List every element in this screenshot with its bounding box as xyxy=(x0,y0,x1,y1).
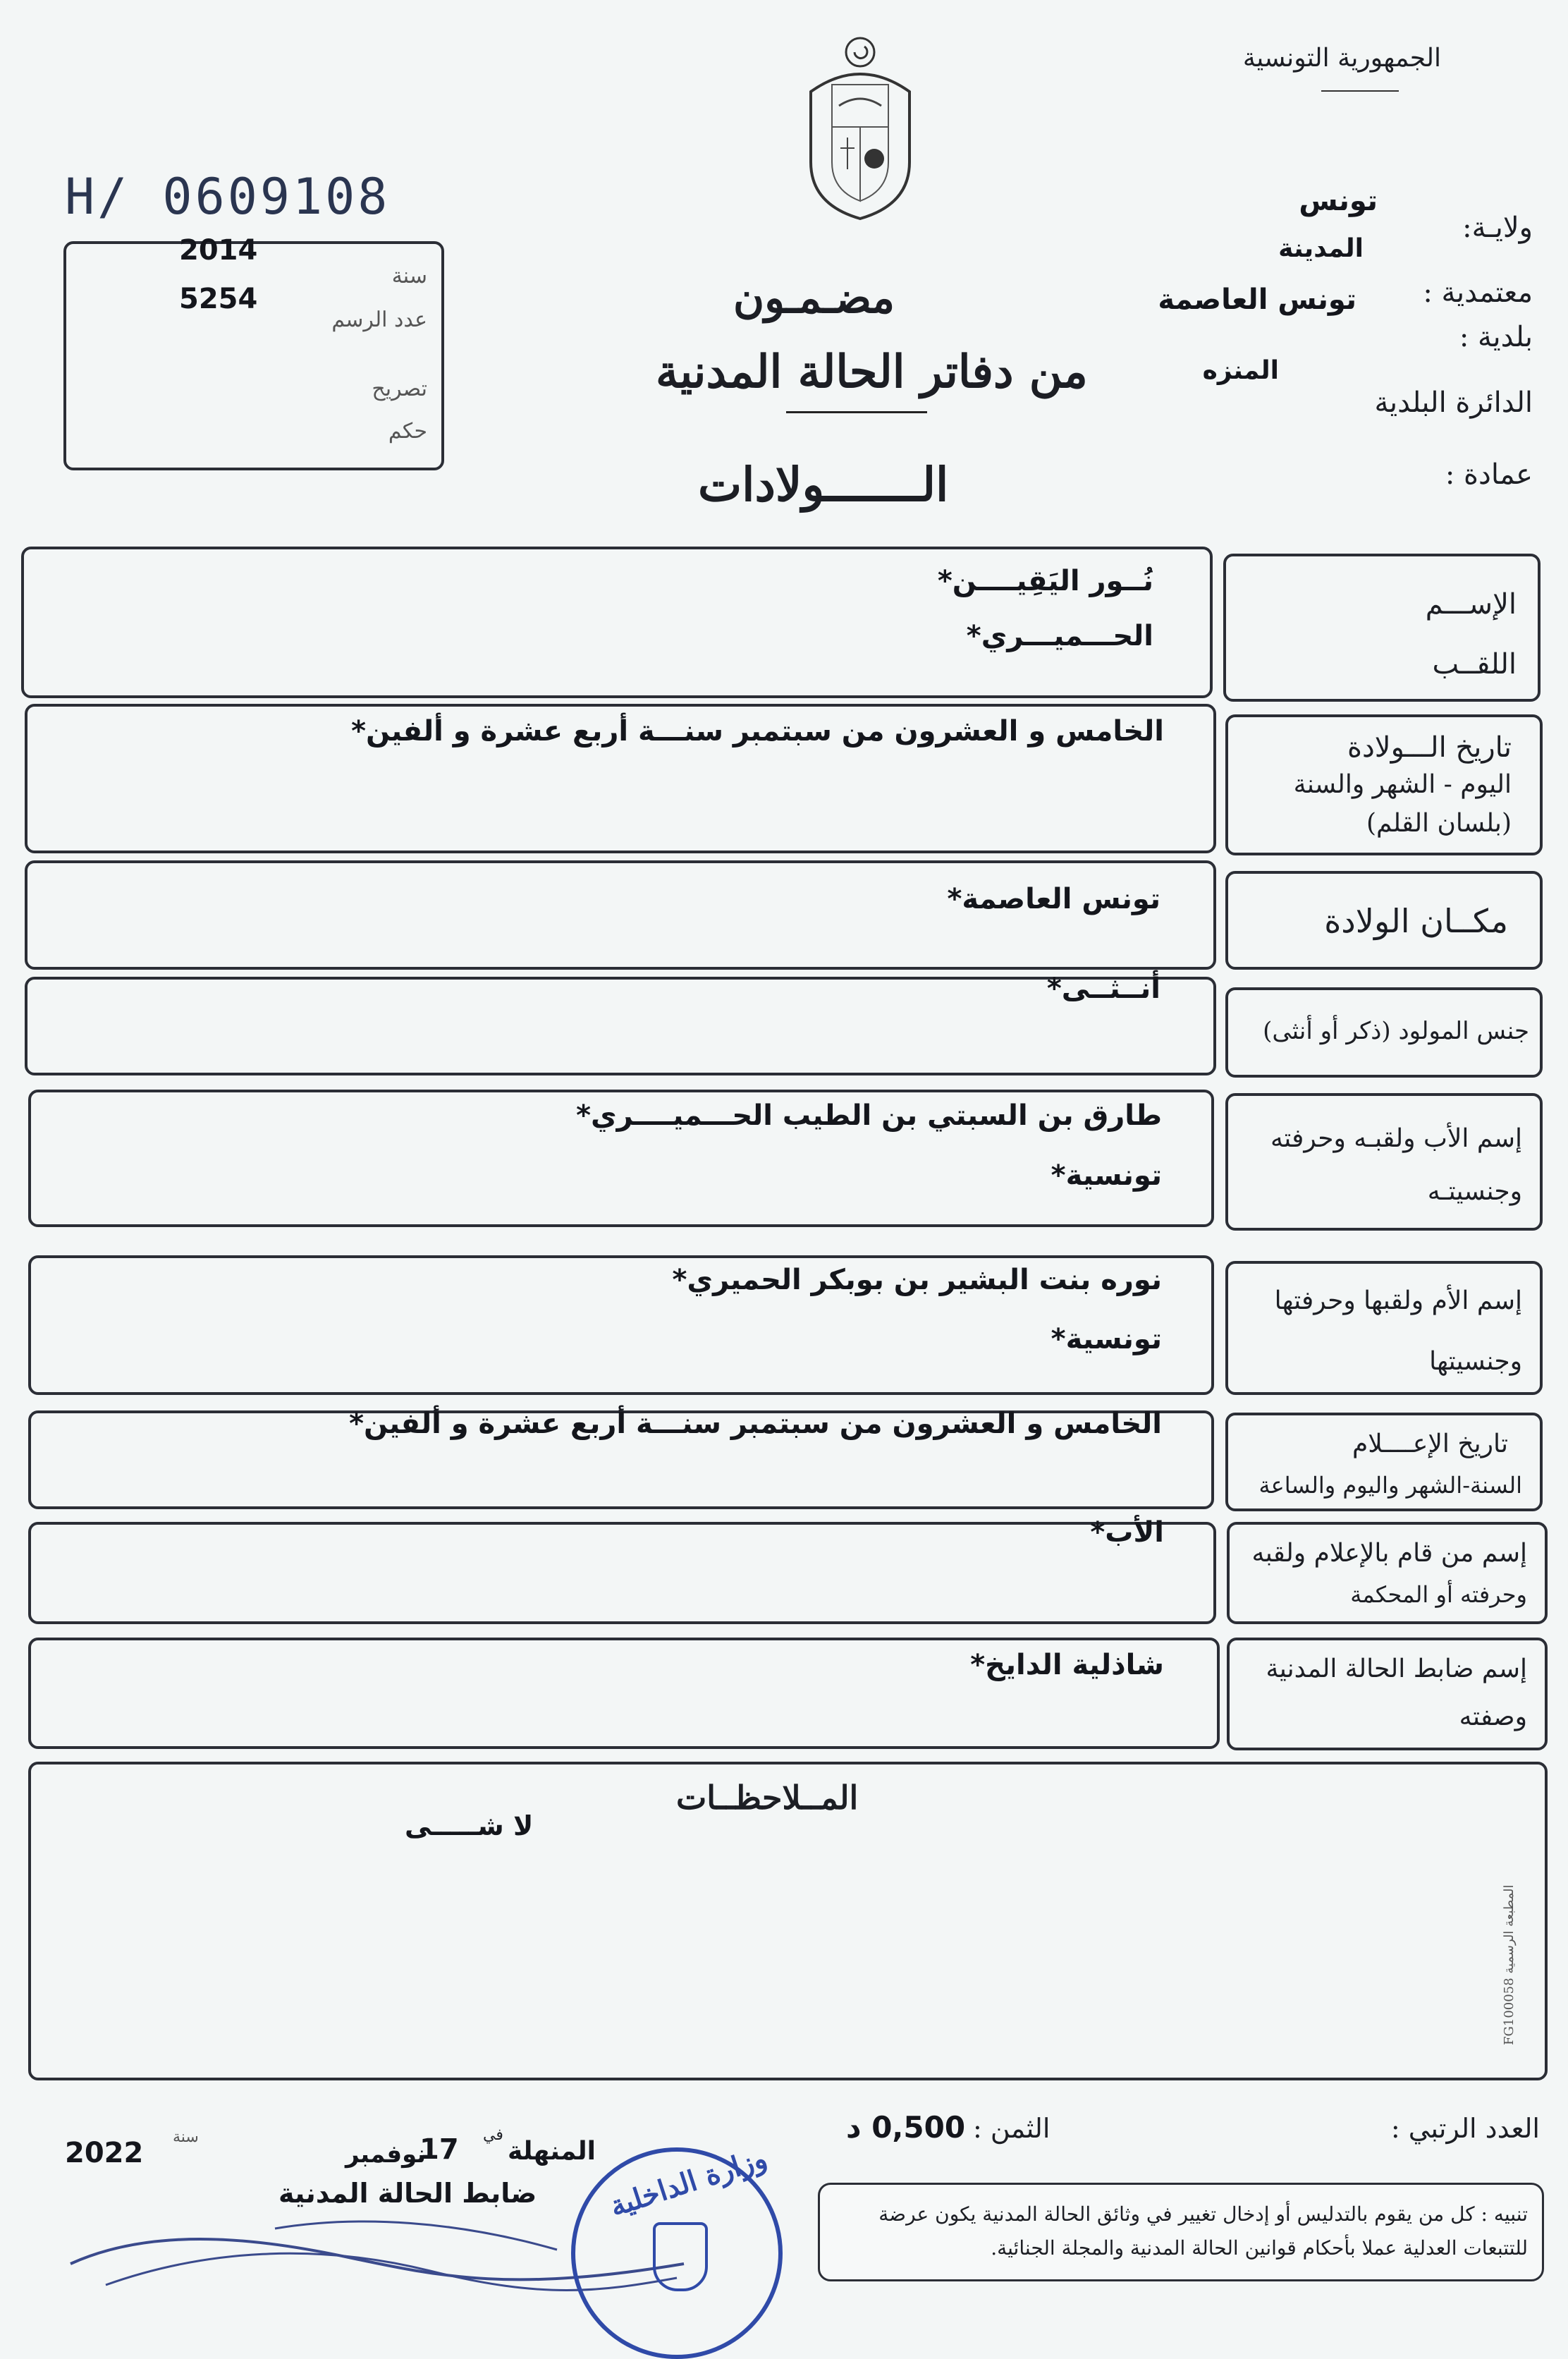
city-value: المدينة xyxy=(1278,234,1364,263)
republic-underline xyxy=(1321,90,1399,92)
judgment-label: حكم xyxy=(388,419,427,444)
record-number-value: 5254 xyxy=(179,283,258,315)
birth-place-value: تونس العاصمة* xyxy=(947,883,1160,915)
label-box-declaration-date xyxy=(1225,1413,1543,1511)
declaration-label: تصريح xyxy=(372,377,427,401)
value-box-birth-place xyxy=(25,860,1216,970)
governorate-value: تونس xyxy=(1299,185,1378,217)
birth-date-value: الخامس و العشرون من سبتمبر سنـــة أربع عشرة و ألفين* xyxy=(351,715,1164,748)
municipality-label: بلدية : xyxy=(1459,321,1533,353)
issue-month: نوفمبر xyxy=(345,2140,427,2169)
omda-label: عمادة : xyxy=(1445,458,1533,491)
municipal-district-value: المنزه xyxy=(1202,356,1279,385)
issue-date-prefix: في xyxy=(483,2126,503,2144)
year-value: 2014 xyxy=(179,234,258,267)
official-stamp xyxy=(571,2141,783,2359)
label-box-gender xyxy=(1225,987,1543,1078)
father-nationality-value: تونسية* xyxy=(1051,1159,1162,1192)
document-title-line1: مضـمـون xyxy=(733,274,895,323)
delegation-value: تونس العاصمة xyxy=(1158,284,1356,316)
label-box-father xyxy=(1225,1093,1543,1231)
label-box-declarant xyxy=(1227,1522,1548,1624)
value-box-declaration-date xyxy=(28,1410,1214,1509)
father-nationality-label: وجنسيتـه xyxy=(1427,1177,1522,1206)
surname-value: الحـــميـــري* xyxy=(966,620,1153,652)
coat-of-arms-emblem xyxy=(790,28,931,226)
year-label: سنة xyxy=(391,264,427,288)
republic-title: الجمهورية التونسية xyxy=(1242,44,1441,73)
officer-value: شاذلية الدايخ* xyxy=(970,1649,1164,1681)
legal-warning-box xyxy=(818,2183,1544,2281)
label-box-birth-date xyxy=(1225,714,1543,855)
record-number-label: عدد الرسم xyxy=(331,307,427,332)
value-box-declarant xyxy=(28,1516,1216,1624)
declarant-profession-label: وحرفته أو المحكمة xyxy=(1350,1581,1527,1608)
first-name-label: الإســـم xyxy=(1425,588,1517,621)
document-title-line2: من دفاتر الحالة المدنية xyxy=(656,346,1088,398)
value-box-birth-date xyxy=(25,704,1216,853)
label-box-officer xyxy=(1227,1638,1548,1750)
declaration-date-value: الخامس و العشرون من سبتمبر سنـــة أربع عشرة و ألفين* xyxy=(349,1408,1162,1440)
remarks-box xyxy=(28,1762,1548,2080)
birth-date-words-label: (بلسان القلم) xyxy=(1366,809,1512,838)
serial-number: H/ 0609108 xyxy=(65,168,391,226)
surname-label: اللقــب xyxy=(1432,648,1517,681)
father-label: إسم الأب ولقبـه وحرفته xyxy=(1270,1124,1522,1153)
value-box-name xyxy=(21,547,1213,698)
municipal-district-label: الدائرة البلدية xyxy=(1374,386,1533,419)
legal-warning-text: تنبيه : كل من يقوم بالتدليس أو إدخال تغيير في وثائق الحالة المدنية يكون عرضة للتتبعات العدلية عملا بأحكام قوانين الحالة المدنية والمجلة الجنائية. xyxy=(878,2202,1528,2260)
declarant-label: إسم من قام بالإعلام ولقبه xyxy=(1251,1539,1527,1568)
value-box-father xyxy=(28,1090,1214,1227)
price-value: 0,500 د xyxy=(846,2110,966,2145)
declaration-date-label: تاريخ الإعــــلام xyxy=(1352,1430,1508,1458)
label-box-mother xyxy=(1225,1261,1543,1395)
section-title: الـــــــولادات xyxy=(698,457,949,512)
printer-mark: المطبعة الرسمية FG100058 xyxy=(1502,1884,1517,2045)
record-info-box xyxy=(63,234,444,470)
father-name-value: طارق بن السبتي بن الطيب الحـــميــــري* xyxy=(576,1099,1162,1132)
mother-nationality-label: وجنسيتها xyxy=(1429,1347,1522,1376)
remarks-title: المــلاحظــات xyxy=(676,1779,859,1817)
value-box-officer xyxy=(28,1638,1220,1749)
gender-label: جنس المولود (ذكر أو أنثى) xyxy=(1263,1017,1529,1045)
value-box-gender xyxy=(25,973,1216,1075)
issue-year-value: 2022 xyxy=(65,2137,144,2169)
issue-place: المنهلة xyxy=(508,2137,596,2166)
delegation-label: معتمدية : xyxy=(1423,276,1533,309)
birth-place-label: مكــان الولادة xyxy=(1324,902,1508,940)
declaration-date-format-label: السنة-الشهر واليوم والساعة xyxy=(1258,1472,1522,1499)
mother-label: إسم الأم ولقبها وحرفتها xyxy=(1274,1286,1522,1315)
value-box-mother xyxy=(28,1255,1214,1395)
title-underline xyxy=(786,411,927,413)
serial-order-label: العدد الرتبي : xyxy=(1390,2113,1540,2144)
officer-title-label: وصفته xyxy=(1459,1702,1527,1731)
mother-name-value: نوره بنت البشير بن بوبكر الحميري* xyxy=(672,1264,1162,1296)
price-label: الثمن : xyxy=(973,2113,1051,2144)
stamp-text: وزارة الداخلية xyxy=(606,2141,771,2224)
mother-nationality-value: تونسية* xyxy=(1051,1323,1162,1355)
issue-year-label: سنة xyxy=(173,2128,199,2146)
officer-label: إسم ضابط الحالة المدنية xyxy=(1266,1654,1527,1683)
civil-officer-title: ضابط الحالة المدنية xyxy=(278,2178,537,2209)
governorate-label: ولايـة: xyxy=(1462,212,1533,244)
remarks-value: لا شـــــى xyxy=(405,1810,534,1841)
label-box-birth-place xyxy=(1225,871,1543,970)
stamp-emblem-icon xyxy=(653,2222,708,2291)
label-box-name xyxy=(1223,554,1541,702)
declarant-value: الأب* xyxy=(1090,1516,1164,1549)
birth-date-format-label: اليوم - الشهر والسنة xyxy=(1293,770,1512,799)
first-name-value: نُــور اليَقِيــــن* xyxy=(937,565,1153,597)
gender-value: أنــثــى* xyxy=(1046,973,1160,1005)
issue-day: 17 xyxy=(419,2133,459,2166)
birth-date-label: تاريخ الـــولادة xyxy=(1347,731,1512,764)
